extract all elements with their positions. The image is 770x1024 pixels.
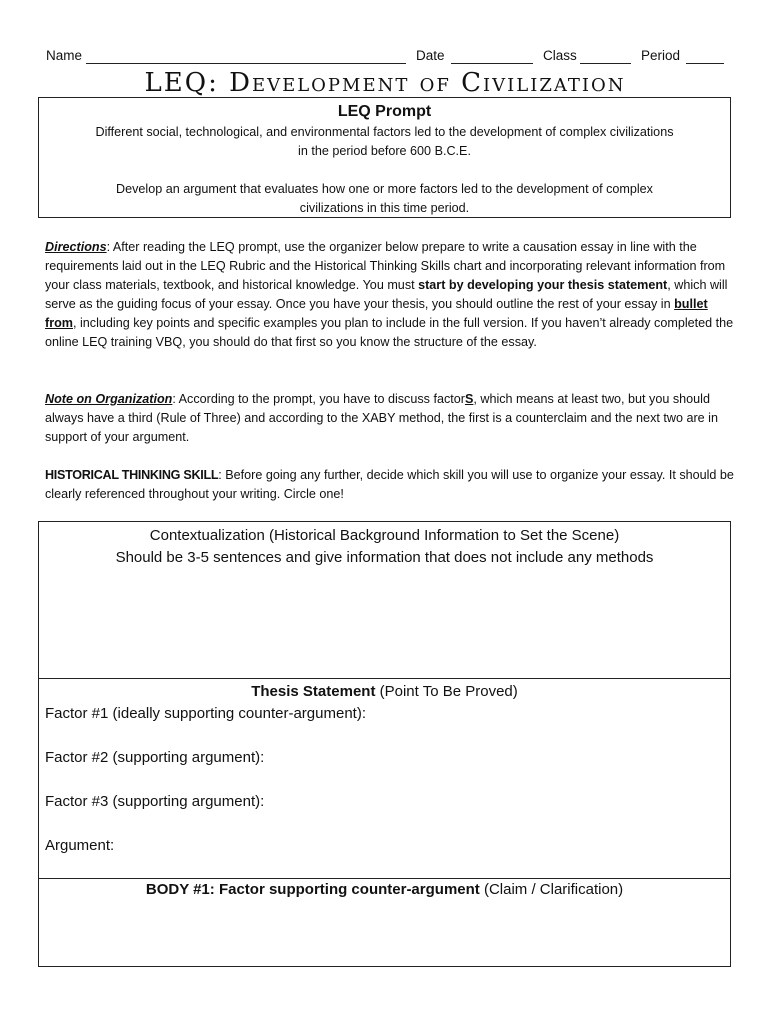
thesis-cell[interactable] xyxy=(39,678,730,878)
period-field[interactable] xyxy=(686,63,724,64)
note-paragraph xyxy=(45,390,735,447)
class-field[interactable] xyxy=(580,63,631,64)
directions-text-3: , including key points and specific examples you plan to include in the full version. If you haven’t already completed the online LEQ training VBQ, you should do that first so you know the structure of the essay. xyxy=(45,316,734,349)
prompt-title: LEQ Prompt xyxy=(337,103,432,120)
prompt-line-1: Different social, technological, and environmental factors led to the development of complex civilizations xyxy=(95,125,674,139)
directions-text-1: : After reading the LEQ prompt, use the organizer below prepare to write a causation essay in line with the requirements laid out in the LEQ Rubric and the Historical Thinking Skills chart and incorporating relevant information from your class materials, textbook, and historical knowledge. You must xyxy=(45,240,726,292)
prompt-line-4: civilizations in this time period. xyxy=(299,201,470,215)
skill-paragraph xyxy=(45,466,735,504)
skill-label: HISTORICAL THINKING SKILL xyxy=(45,468,219,482)
note-label: Note on Organization xyxy=(45,392,173,406)
note-text-2: , which means at least two, but you should always have a third (Rule of Three) and according to the XABY method, the first is a counterclaim and the next two are in support of your argument. xyxy=(45,392,718,444)
factor-3-label: Factor #3 (supporting argument): xyxy=(45,793,265,810)
contextualization-sub: (Historical Background Information to Set the Scene) xyxy=(264,527,620,544)
name-label: Name xyxy=(46,48,83,63)
directions-label: Directions xyxy=(45,240,107,254)
directions-bold-bullet: bullet from xyxy=(45,297,708,330)
body-1-heading xyxy=(39,879,730,901)
directions-bold-thesis: start by developing your thesis statement xyxy=(418,278,668,292)
note-bold-s: S xyxy=(464,392,474,406)
argument-label: Argument: xyxy=(45,837,115,854)
page-title: LEQ: Development of Civilization xyxy=(144,68,626,98)
thesis-title: Thesis Statement xyxy=(251,683,376,700)
prompt-box xyxy=(38,97,731,218)
prompt-line-3: Develop an argument that evaluates how one or more factors led to the development of complex xyxy=(116,182,653,196)
period-label: Period xyxy=(641,48,681,63)
contextualization-cell[interactable] xyxy=(39,522,730,678)
header-fields xyxy=(46,46,726,68)
body-1-title: BODY #1: Factor supporting counter-argument xyxy=(145,881,480,898)
note-text-1: : According to the prompt, you have to discuss factor xyxy=(172,392,465,406)
date-label: Date xyxy=(416,48,445,63)
thesis-sub: (Point To Be Proved) xyxy=(375,683,518,700)
contextualization-title: Contextualization xyxy=(149,527,265,544)
thesis-heading xyxy=(39,681,730,703)
prompt-line-2: in the period before 600 B.C.E. xyxy=(298,144,471,158)
contextualization-heading xyxy=(39,525,730,547)
date-field[interactable] xyxy=(451,63,533,64)
directions-text-2: , which will serve as the guiding focus of your essay. Once you have your thesis, you should outline the rest of your essay in xyxy=(45,278,728,311)
body-1-cell[interactable] xyxy=(39,878,730,966)
class-label: Class xyxy=(543,48,577,63)
name-field[interactable] xyxy=(86,63,406,64)
body-1-sub: (Claim / Clarification) xyxy=(479,881,624,898)
organizer-table xyxy=(38,521,731,967)
directions-paragraph xyxy=(45,238,735,352)
factor-1-label: Factor #1 (ideally supporting counter-argument): xyxy=(45,705,366,722)
skill-text: : Before going any further, decide which skill you will use to organize your essay. It should be clearly referenced throughout your writing. Circle one! xyxy=(45,468,734,501)
contextualization-instruction: Should be 3-5 sentences and give information that does not include any methods xyxy=(115,549,654,566)
factor-2-label: Factor #2 (supporting argument): xyxy=(45,749,265,766)
